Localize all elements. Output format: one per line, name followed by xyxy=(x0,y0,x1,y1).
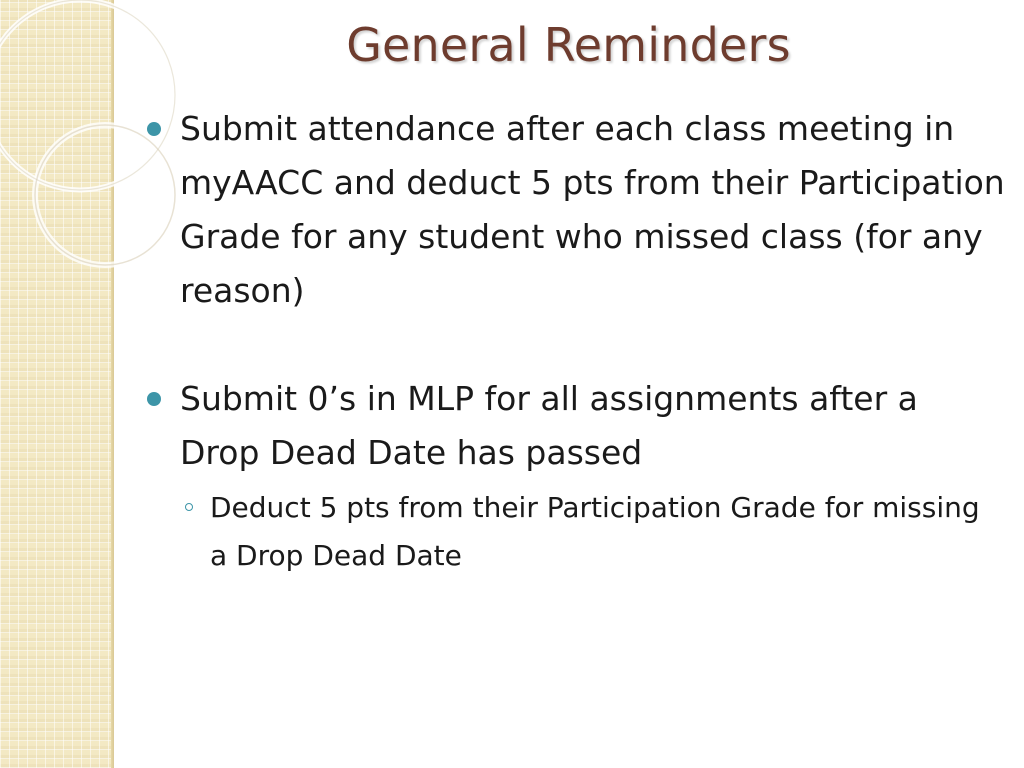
bullet-text: Submit attendance after each class meeting in myAACC and deduct 5 pts from their Participation Grade for any student who missed class (for any reason) xyxy=(180,109,1005,310)
bullet-text: Submit 0’s in MLP for all assignments after a Drop Dead Date has passed xyxy=(180,379,918,472)
sub-bullet-ring-icon xyxy=(185,503,193,511)
sub-bullet-text: Deduct 5 pts from their Participation Grade for missing a Drop Dead Date xyxy=(210,491,980,572)
sub-bullet-item xyxy=(210,484,1005,580)
bullet-list xyxy=(145,102,1005,580)
bullet-item xyxy=(145,372,1005,480)
slide-title: General Reminders xyxy=(346,18,791,72)
bullet-dot-icon xyxy=(147,392,161,406)
bullet-dot-icon xyxy=(147,122,161,136)
bullet-item xyxy=(145,102,1005,318)
